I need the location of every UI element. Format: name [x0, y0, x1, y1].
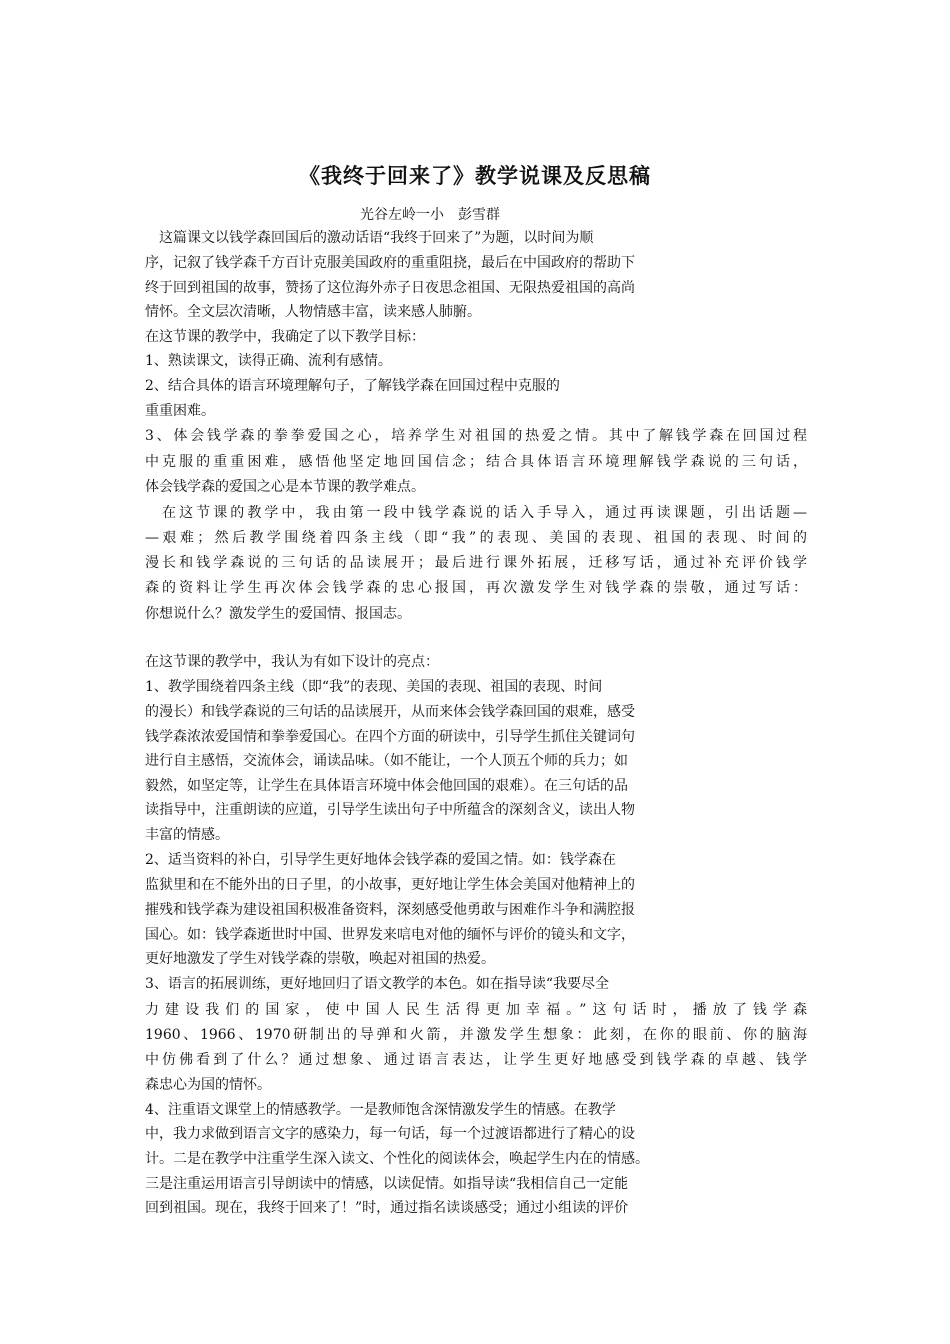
- paragraph-line: 国心。如：钱学森逝世时中国、世界发来唁电对他的缅怀与评价的镜头和文字，: [145, 927, 635, 943]
- paragraph-line: 序，记叙了钱学森千方百计克服美国政府的重重阻挠，最后在中国政府的帮助下: [145, 255, 635, 271]
- paragraph-line: 2、适当资料的补白，引导学生更好地体会钱学森的爱国之情。如：钱学森在: [145, 852, 616, 868]
- paragraph-line: 的漫长）和钱学森说的三句话的品读展开，从而来体会钱学森回国的艰难，感受: [145, 704, 635, 720]
- paragraph-line: 森忠心为国的情怀。: [145, 1077, 271, 1093]
- paragraph-line: 读指导中，注重朗读的应道，引导学生读出句子中所蕴含的深刻含义，读出人物: [145, 802, 635, 818]
- paragraph-line: 中克服的重重困难，感悟他坚定地回国信念；结合具体语言环境理解钱学森说的三句话，: [145, 454, 807, 470]
- paragraph-line: 在这节课的教学中，我认为有如下设计的亮点：: [145, 654, 439, 670]
- paragraph-line: 这篇课文以钱学森回国后的激动话语“我终于回来了”为题，以时间为顺: [145, 230, 594, 246]
- paragraph-line: 摧残和钱学森为建设祖国积极准备资料，深刻感受他勇敢与困难作斗争和满腔报: [145, 902, 635, 918]
- document-author: 光谷左岭一小 彭雪群: [360, 207, 500, 223]
- paragraph-line: 丰富的情感。: [145, 827, 229, 843]
- paragraph-line: 中，我力求做到语言文字的感染力，每一句话，每一个过渡语都进行了精心的设: [145, 1126, 635, 1142]
- paragraph-line: 3、语言的拓展训练，更好地回归了语文教学的本色。如在指导读“我要尽全: [145, 976, 610, 992]
- paragraph-line: 1、熟读课文，读得正确、流利有感情。: [145, 353, 392, 369]
- paragraph-line: 计。二是在教学中注重学生深入读文、个性化的阅读体会，唤起学生内在的情感。: [145, 1151, 649, 1167]
- document-title: 《我终于回来了》教学说课及反思稿: [299, 164, 651, 188]
- paragraph-line: 森的资料让学生再次体会钱学森的忠心报国，再次激发学生对钱学森的崇敬，通过写话：: [145, 580, 807, 596]
- paragraph-line: 1960、1966、1970研制出的导弹和火箭，并激发学生想象：此刻，在你的眼前、你的脑海: [145, 1027, 807, 1043]
- paragraph-line: 终于回到祖国的故事，赞扬了这位海外赤子日夜思念祖国、无限热爱祖国的高尚: [145, 280, 635, 296]
- paragraph-line: —艰难；然后教学围绕着四条主线（即“我”的表现、美国的表现、祖国的表现、时间的: [145, 530, 807, 546]
- paragraph-line: 体会钱学森的爱国之心是本节课的教学难点。: [145, 479, 425, 495]
- paragraph-line: 更好地激发了学生对钱学森的崇敬，唤起对祖国的热爱。: [145, 951, 495, 967]
- paragraph-line: 三是注重运用语言引导朗读中的情感，以读促情。如指导读“我相信自己一定能: [145, 1176, 629, 1192]
- paragraph-line: 监狱里和在不能外出的日子里，的小故事，更好地让学生体会美国对他精神上的: [145, 877, 635, 893]
- paragraph-line: 漫长和钱学森说的三句话的品读展开；最后进行课外拓展，迁移写话，通过补充评价钱学: [145, 555, 807, 571]
- paragraph-line: 情怀。全文层次清晰，人物情感丰富，读来感人肺腑。: [145, 304, 481, 320]
- paragraph-line: 在这节课的教学中，我由第一段中钱学森说的话入手导入，通过再读课题，引出话题—: [145, 505, 807, 521]
- paragraph-line: 钱学森浓浓爱国情和拳拳爱国心。在四个方面的研读中，引导学生抓住关键词句: [145, 729, 635, 745]
- paragraph-line: 你想说什么？激发学生的爱国情、报国志。: [145, 606, 411, 622]
- paragraph-line: 力建设我们的国家，使中国人民生活得更加幸福。”这句话时，播放了钱学森: [145, 1002, 807, 1018]
- paragraph-line: 2、结合具体的语言环境理解句子，了解钱学森在回国过程中克服的: [145, 378, 560, 394]
- paragraph-line: 4、注重语文课堂上的情感教学。一是教师饱含深情激发学生的情感。在教学: [145, 1102, 616, 1118]
- paragraph-line: 3、体会钱学森的拳拳爱国之心，培养学生对祖国的热爱之情。其中了解钱学森在回国过程: [145, 428, 807, 444]
- paragraph-line: 中仿佛看到了什么？通过想象、通过语言表达，让学生更好地感受到钱学森的卓越、钱学: [145, 1052, 807, 1068]
- paragraph-line: 在这节课的教学中，我确定了以下教学目标：: [145, 329, 425, 345]
- paragraph-line: 进行自主感悟，交流体会，诵读品味。（如不能让，一个人顶五个师的兵力；如: [145, 753, 628, 769]
- paragraph-line: 回到祖国。现在，我终于回来了！”时，通过指名读谈感受；通过小组读的评价: [145, 1200, 629, 1216]
- paragraph-line: 毅然，如坚定等，让学生在具体语言环境中体会他回国的艰难）。在三句话的品: [145, 778, 628, 794]
- paragraph-line: 1、教学围绕着四条主线（即“我”的表现、美国的表现、祖国的表现、时间: [145, 679, 603, 695]
- paragraph-line: 重重困难。: [145, 403, 215, 419]
